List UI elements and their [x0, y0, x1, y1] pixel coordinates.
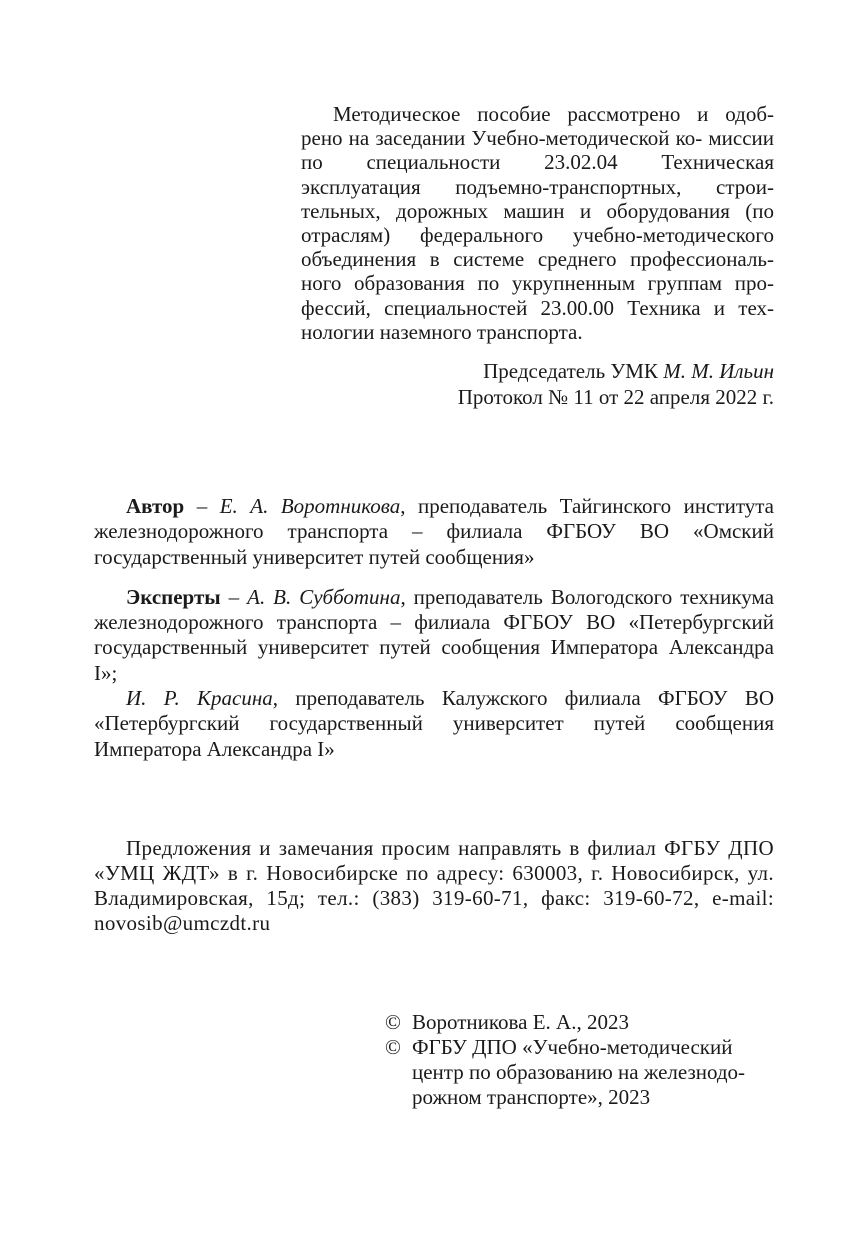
experts-label: Эксперты: [126, 584, 221, 609]
copyright-icon: ©: [385, 1010, 401, 1034]
copyright-author: © Воротникова Е. А., 2023: [385, 1010, 629, 1034]
expert-name-1: А. В. Субботина: [247, 584, 401, 609]
copyright-publisher: © ФГБУ ДПО «Учебно-методический центр по образованию на железнодо- рожном транспорте», 2023: [385, 1035, 746, 1109]
chair-name: М. М. Ильин: [663, 359, 774, 383]
copyright-block: [385, 1010, 785, 1110]
author-name: Е. А. Воротникова: [219, 494, 401, 518]
approval-text: Методическое пособие рассмотрено и одоб- рено на заседании Учебно-методической ко- миссии по специальности 23.02.04 Техническая эксплуатация подъемно-транспортных, строи- тельных, дорожных машин и оборудования (по отраслям) федерального учебно-методического объединения в системе среднего профессиональ- ного образования по укрупненным группам про- фессий, специальностей 23.00.00 Техника и тех- нологии наземного транспорта.: [301, 102, 774, 344]
protocol-line: Протокол № 11 от 22 апреля 2022 г.: [457, 385, 774, 409]
copyright-icon: ©: [385, 1035, 401, 1059]
approval-signoff: [301, 358, 774, 410]
expert-2-paragraph: [94, 686, 774, 762]
contacts-text: Предложения и замечания просим направлять в филиал ФГБУ ДПО «УМЦ ЖДТ» в г. Новосибирске по адресу: 630003, г. Новосибирск, ул. Владимировская, 15д; тел.: (383) 319-60-71, факс: 319-60-72, e-mail: novosib@umczdt.ru: [94, 836, 774, 935]
committee-chair: Председатель УМК М. М. Ильин: [483, 359, 774, 383]
expert-name-2: И. Р. Красина: [126, 686, 273, 711]
expert-affiliation-2: , преподаватель Калужского филиала ФГБОУ ВО «Петербургский государственный университет путей сообщения Императора Александра I»: [94, 686, 774, 761]
credits: [94, 494, 774, 762]
contacts-paragraph: [94, 836, 774, 936]
author-label: Автор: [126, 494, 185, 518]
expert-affiliation-1: , преподаватель Вологодского техникума железнодорожного транспорта – филиала ФГБОУ ВО «Петербургский государственный университет путей сообщения Императора Александра I»;: [94, 584, 774, 685]
author-paragraph: Автор – Е. А. Воротникова, преподаватель Тайгинского института железнодорожного транспорта – филиала ФГБОУ ВО «Омский государственный университет путей сообщения»: [94, 494, 774, 569]
approval-note: [301, 102, 774, 344]
experts-paragraph: Эксперты – А. В. Субботина, преподаватель Вологодского техникума железнодорожного транспорта – филиала ФГБОУ ВО «Петербургский государственный университет путей сообщения Императора Александра I»;: [94, 584, 774, 685]
author-affiliation: , преподаватель Тайгинского института железнодорожного транспорта – филиала ФГБОУ ВО «Омский государственный университет путей сообщения»: [94, 494, 774, 569]
